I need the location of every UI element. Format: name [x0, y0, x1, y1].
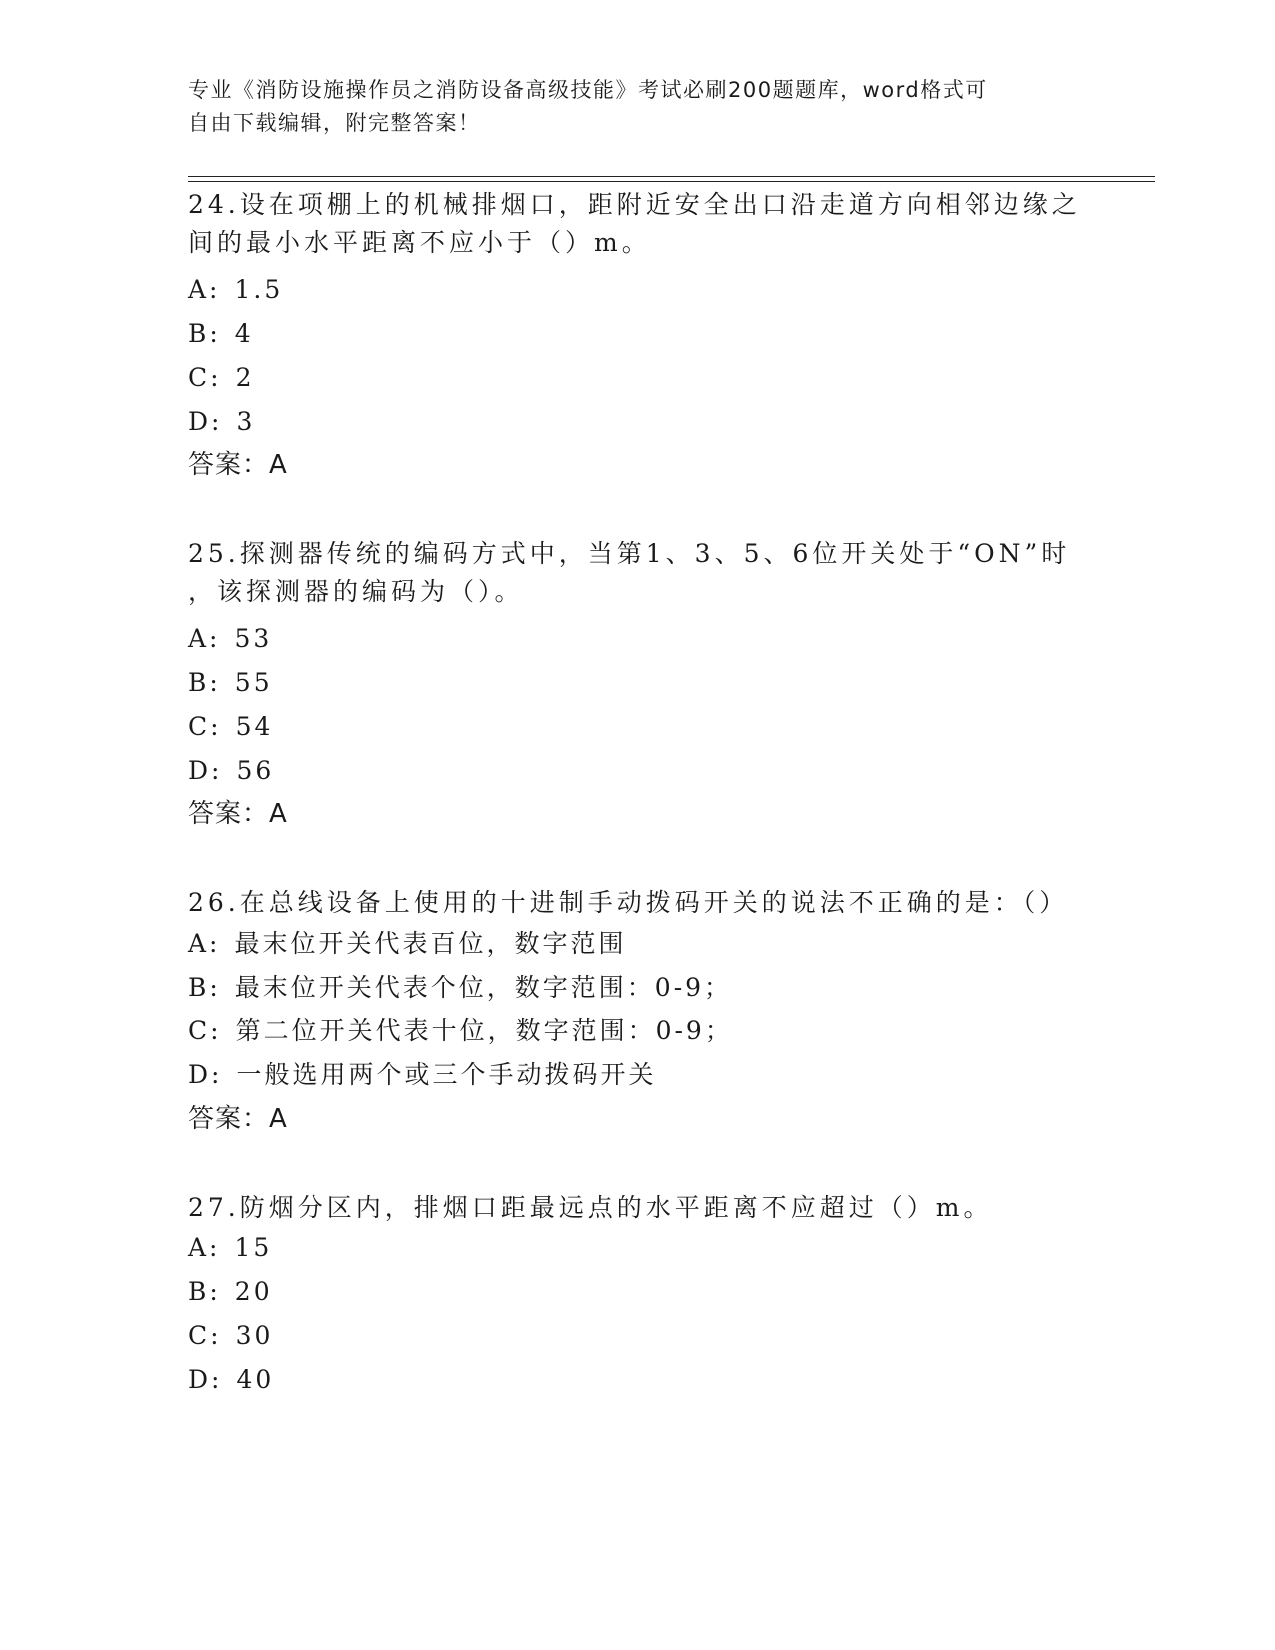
option-b	[188, 1277, 273, 1307]
option-d	[188, 1365, 274, 1395]
option-label: A:	[188, 624, 221, 653]
option-label: B:	[188, 319, 221, 348]
option-c	[188, 1321, 273, 1351]
question-text-line-1: 25.探测器传统的编码方式中，当第1、3、5、6位开关处于“ON”时	[188, 539, 1071, 568]
option-label: C:	[188, 1321, 222, 1350]
question-text-line-1: 24.设在项棚上的机械排烟口，距附近安全出口沿走道方向相邻边缘之	[188, 190, 1081, 219]
option-a	[188, 929, 627, 959]
option-value: 20	[234, 1277, 273, 1306]
option-value: 2	[235, 363, 255, 392]
option-value: 56	[236, 756, 275, 785]
header-line-2: 自由下载编辑，附完整答案！	[188, 111, 481, 135]
header-line-1: 专业《消防设施操作员之消防设备高级技能》考试必刷200题题库，word格式可	[188, 78, 988, 102]
option-label: D:	[188, 1365, 223, 1394]
question-text	[188, 535, 1088, 611]
question-text-line-2: ，该探测器的编码为（）。	[188, 577, 524, 606]
option-label: D:	[188, 407, 223, 436]
option-value: 1.5	[234, 275, 284, 304]
option-b	[188, 668, 273, 698]
option-value: 3	[236, 407, 256, 436]
answer: 答案：A	[188, 450, 288, 480]
question-text-line-1: 27.防烟分区内，排烟口距最远点的水平距离不应超过（）m。	[188, 1193, 993, 1222]
document-header	[188, 74, 1088, 140]
question-text	[188, 884, 1088, 922]
option-d	[188, 756, 274, 786]
question-text	[188, 186, 1088, 262]
option-label: A:	[188, 275, 221, 304]
option-value: 30	[235, 1321, 274, 1350]
option-value: 最末位开关代表百位，数字范围	[234, 929, 627, 958]
question-text-line-1: 26.在总线设备上使用的十进制手动拨码开关的说法不正确的是：（）	[188, 888, 1069, 917]
option-label: B:	[188, 973, 221, 1002]
option-label: D:	[188, 756, 223, 785]
option-label: D:	[188, 1060, 223, 1089]
option-label: C:	[188, 1016, 222, 1045]
option-c	[188, 712, 273, 742]
option-value: 15	[234, 1233, 273, 1262]
option-value: 40	[236, 1365, 275, 1394]
option-b	[188, 973, 732, 1003]
option-label: C:	[188, 712, 222, 741]
answer: 答案：A	[188, 1104, 288, 1134]
option-label: A:	[188, 929, 221, 958]
answer: 答案：A	[188, 799, 288, 829]
option-c	[188, 1016, 733, 1046]
option-a	[188, 275, 283, 305]
option-value: 4	[234, 319, 254, 348]
header-divider-top	[188, 176, 1155, 177]
option-c	[188, 363, 254, 393]
option-label: C:	[188, 363, 222, 392]
option-value: 一般选用两个或三个手动拨码开关	[236, 1060, 657, 1089]
option-value: 最末位开关代表个位，数字范围：0-9；	[234, 973, 733, 1002]
option-label: B:	[188, 668, 221, 697]
option-label: A:	[188, 1233, 221, 1262]
option-d	[188, 407, 255, 437]
option-value: 54	[235, 712, 274, 741]
option-b	[188, 319, 254, 349]
option-a	[188, 624, 272, 654]
option-a	[188, 1233, 272, 1263]
option-value: 第二位开关代表十位，数字范围：0-9；	[235, 1016, 733, 1045]
option-value: 55	[234, 668, 273, 697]
question-text-line-2: 间的最小水平距离不应小于（）m。	[188, 228, 651, 257]
question-text	[188, 1189, 1088, 1227]
option-value: 53	[234, 624, 273, 653]
option-label: B:	[188, 1277, 221, 1306]
option-d	[188, 1060, 656, 1090]
header-divider-bottom	[188, 181, 1155, 182]
